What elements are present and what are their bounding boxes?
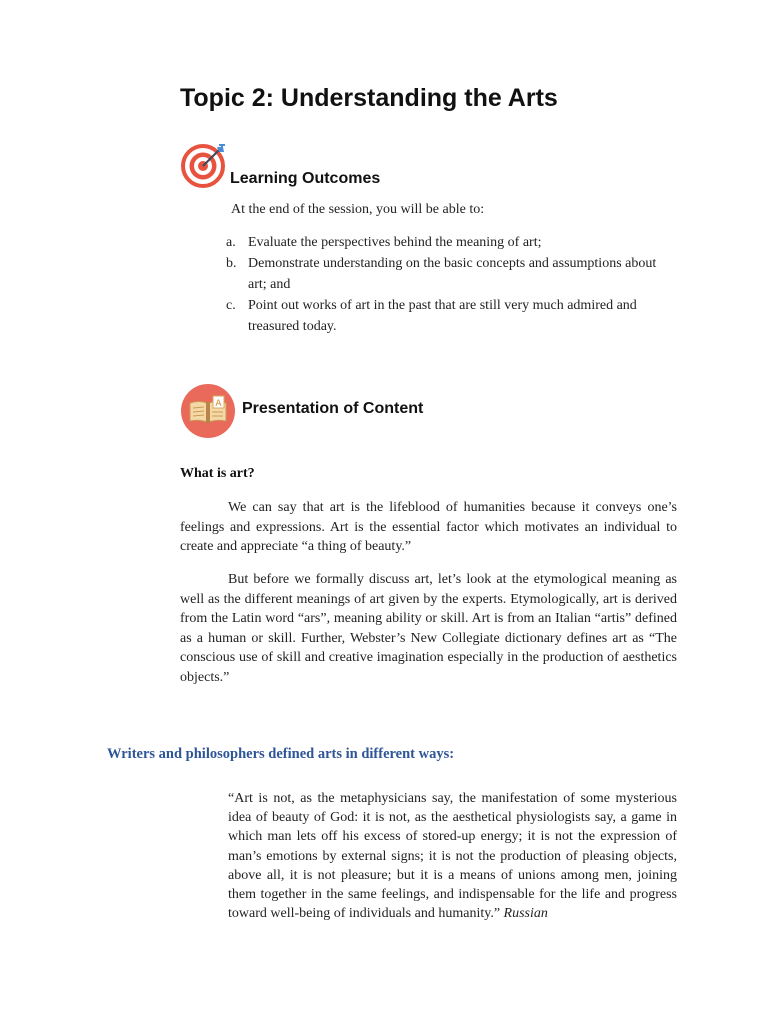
philosopher-quote	[228, 789, 677, 923]
list-item-text: Point out works of art in the past that are still very much admired and treasured today.	[248, 298, 637, 334]
paragraph: But before we formally discuss art, let’s look at the etymological meaning as well as the different meanings of art given by the experts. Etymologically, art is derived from the Latin word “ars”, meaning ability or skill. Art is from an Italian “artis” defined as a human or skill. Further, Webster’s New Collegiate dictionary defines art as “The conscious use of skill and creative imagination especially in the production of aesthetics objects.”	[180, 572, 677, 685]
list-item-text: Evaluate the perspectives behind the meaning of art;	[248, 235, 542, 250]
quote-attribution: Russian	[503, 906, 548, 922]
quote-text: “Art is not, as the metaphysicians say, the manifestation of some mysterious idea of beauty of God: it is not, as the aesthetical physiologists say, a game in which man lets off his excess of stored-up energy; it is not the expression of man’s emotions by external signs; it is not the production of pleasing objects, above all, it is not pleasure; but it is a means of unions among men, joining them together in the same feelings, and indispensable for the life and progress toward well-being of individuals and humanity.”	[228, 791, 677, 922]
writers-heading: Writers and philosophers defined arts in different ways:	[107, 746, 455, 762]
list-marker: a.	[226, 235, 236, 250]
learning-outcomes-heading: Learning Outcomes	[230, 170, 381, 187]
list-item	[226, 232, 678, 253]
list-item-text: Demonstrate understanding on the basic concepts and assumptions about art; and	[248, 256, 657, 292]
outcomes-intro: At the end of the session, you will be able to:	[231, 202, 485, 217]
list-marker: c.	[226, 298, 236, 313]
list-item	[226, 295, 678, 337]
what-is-art-heading: What is art?	[180, 466, 255, 481]
target-icon	[181, 142, 229, 188]
page-title: Topic 2: Understanding the Arts	[180, 84, 558, 112]
outcomes-list	[226, 232, 678, 337]
book-page-letter: A	[215, 399, 222, 409]
book-icon	[180, 383, 236, 439]
paragraph: We can say that art is the lifeblood of humanities because it conveys one’s feelings and expressions. Art is the essential factor which motivates an individual to create and appreciate “a thing of beauty.”	[180, 500, 677, 554]
presentation-heading: Presentation of Content	[242, 400, 424, 417]
list-item	[226, 253, 678, 295]
list-marker: b.	[226, 256, 237, 271]
